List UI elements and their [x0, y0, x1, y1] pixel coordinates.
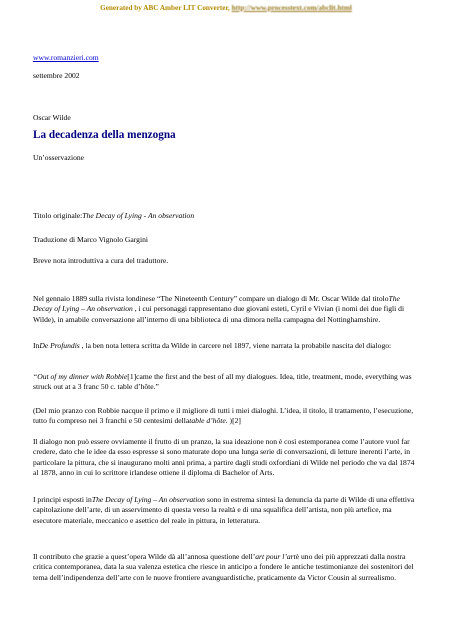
original-title: The Decay of Lying - An observation	[82, 211, 195, 220]
paragraph-2-text-b: , la ben nota lettera scritta da Wilde in carcere nel 1897, viene narrata la probabile nascita del dialogo:	[79, 341, 392, 350]
site-link[interactable]: www.romanzieri.com	[33, 53, 99, 62]
banner-url-link[interactable]: http://www.processtext.com/abclit.html	[231, 4, 352, 12]
banner-text: Generated by ABC Amber LIT Converter,	[100, 4, 232, 12]
converter-banner	[0, 4, 452, 12]
paragraph-7-text-a: Il contributo che grazie a quest’opera Wilde dà all’annosa questione dell’	[33, 552, 256, 561]
paragraph-2	[33, 341, 419, 351]
original-title-label: Titolo originale:	[33, 211, 83, 220]
author-name: Oscar Wilde	[33, 113, 71, 122]
original-title-line	[33, 211, 194, 221]
quote-italian-text-a: (Del mio pranzo con Robbie nacque il primo e il migliore di tutti i miei dialoghi. L’idea, il titolo, il trattamento, l’esecuzione, tutto fu compreso nei 3 franchi e 50 centesimi della	[33, 406, 414, 426]
translation-credit: Traduzione di Marco Vignolo Gargini	[33, 235, 148, 244]
paragraph-1	[33, 294, 419, 325]
paragraph-7-text-b: è uno dei più apprezzati dalla nostra critica contemporanea, data la sua valenza estetica che riesce in anticipo a fondere le antiche testimonianze dei sostenitori del tema dell’indipendenza dell’arte con le nuove frontiere avanguardistiche, praticamente da Victor Cousin al surrealismo.	[33, 552, 414, 582]
quote-english-text-b: [1]came the first and the best of all my dialogues. Idea, title, treatment, mode, everything was struck out at a 3 franc 50 c. table d’hôte.”	[33, 372, 412, 392]
paragraph-5	[33, 437, 419, 479]
document-title: La decadenza della menzogna	[33, 129, 176, 141]
paragraph-6	[33, 495, 419, 526]
paragraph-7-emphasis: art pour l’art	[255, 552, 296, 561]
paragraph-1-text-b: , i cui personaggi rappresentano due giovani esteti, Cyril e Vivian (i nomi dei due figli di Wilde), in amabile conversazione all’interno di una biblioteca di una dimora nella campagna del Nottinghamshire.	[33, 304, 405, 324]
paragraph-6-work-title: The Decay of Lying – An observation	[91, 495, 205, 504]
quote-english	[33, 372, 419, 393]
quote-italian-emphasis: table d’hôte.	[189, 416, 228, 426]
paragraph-7	[33, 552, 419, 583]
intro-note: Breve nota introduttiva a cura del traduttore.	[33, 256, 169, 265]
quote-english-text-a: “Out of my dinner with Robbie	[33, 372, 128, 381]
paragraph-1-work-title: The Decay of Lying – An observation	[33, 294, 400, 314]
paragraph-6-text-a: I principi esposti in	[33, 495, 92, 504]
paragraph-5-text: Il dialogo non può essere ovviamente il frutto di un pranzo, la sua ideazione non è così estemporanea come l’autore vuol far credere, dato che le idee da esso espresse si sono maturate dopo una lunga serie di conversazioni, di letture inerenti l’arte, in particolare la pittura, che si inaugurano molti anni prima, a partire dagli studi oxfordiani di Wilde nel periodo che va dal 1874 al 1878, anno in cui lo scrittore irlandese ottiene il diploma di Bachelor of Arts.	[33, 437, 415, 478]
paragraph-2-work-title: De Profundis	[39, 341, 80, 350]
document-subtitle: Un’osservazione	[33, 153, 85, 162]
paragraph-6-text-b: sono in estrema sintesi la denuncia da parte di Wilde di una effettiva capitolazione dell’arte, di un asservimento di questa verso la realtà e di una squalifica dell’artista, non più artefice, ma esecutore materiale, meccanico e asettico del reale in pittura, in letteratura.	[33, 495, 415, 525]
publication-date: settembre 2002	[33, 71, 80, 80]
paragraph-1-text-a: Nel gennaio 1889 sulla rivista londinese “The Nineteenth Century” compare un dialogo di Mr. Oscar Wilde dal titolo	[33, 294, 389, 303]
paragraph-2-text-a: In	[33, 341, 40, 350]
quote-italian	[33, 406, 419, 427]
quote-italian-text-b: )[2]	[227, 416, 241, 426]
